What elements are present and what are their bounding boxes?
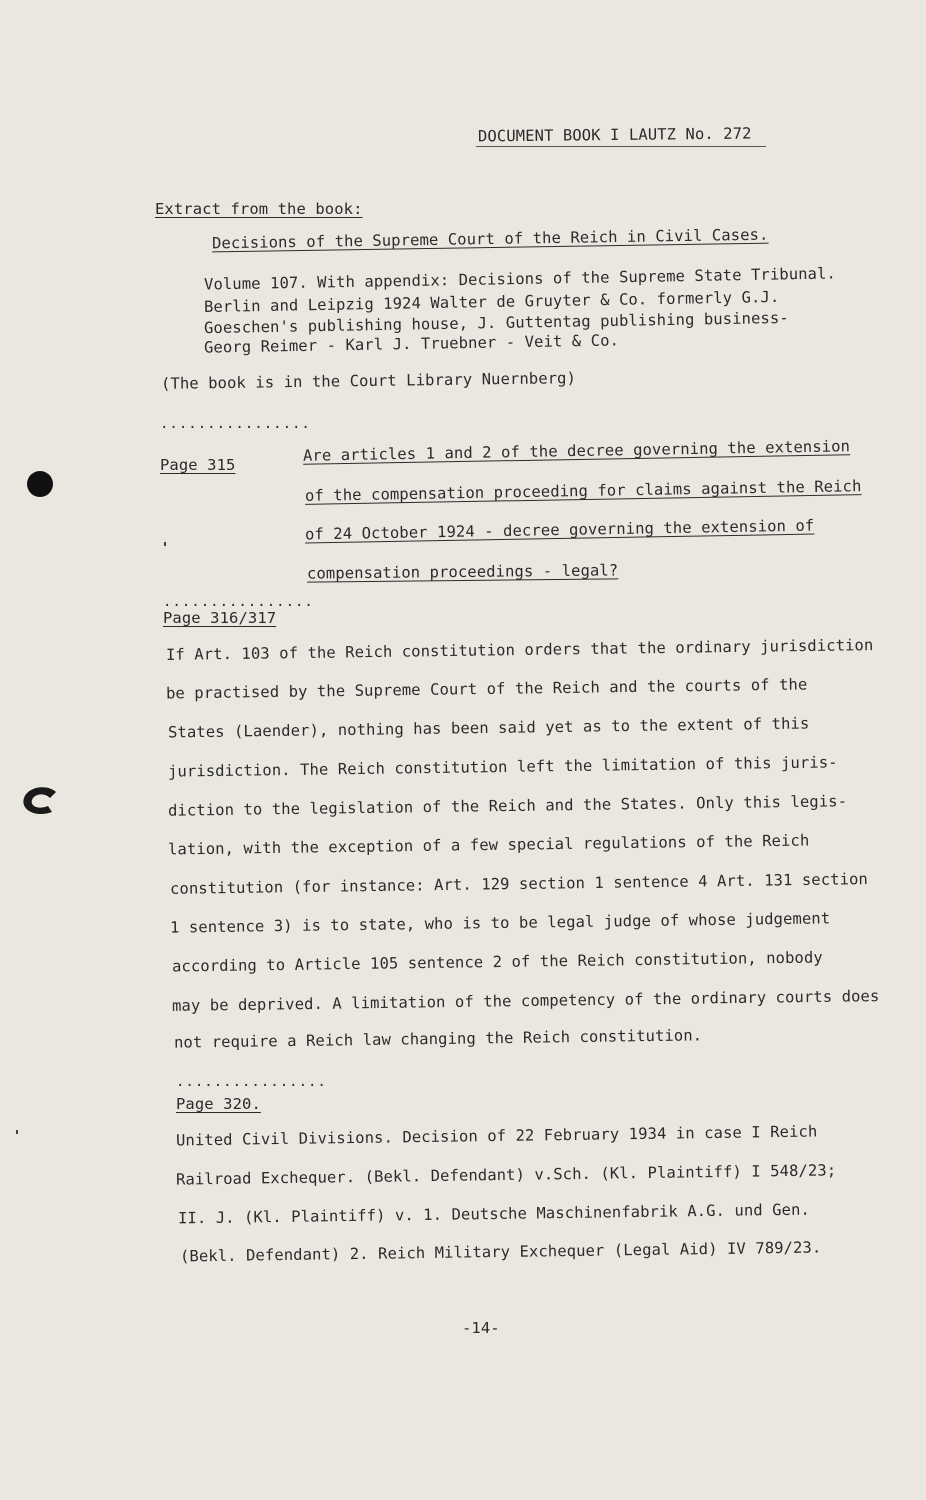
header-rule (476, 146, 766, 147)
page-320-ref: Page 320. (176, 1095, 261, 1113)
page-315-ref: Page 315 (160, 456, 236, 474)
body-line: diction to the legislation of the Reich and the States. Only this legis- (167, 792, 848, 820)
separator-dots: ................ (163, 594, 314, 610)
separator-dots: ................ (176, 1074, 327, 1090)
page-316-ref: Page 316/317 (163, 609, 277, 627)
extract-label: Extract from the book: (155, 200, 363, 218)
publication-line: Goeschen's publishing house, J. Guttentag publishing business- (203, 308, 789, 338)
document-reference: DOCUMENT BOOK I LAUTZ No. 272 (477, 124, 752, 146)
body-line: jurisdiction. The Reich constitution left the limitation of this juris- (167, 753, 838, 781)
question-line: of the compensation proceeding for claims against the Reich (304, 477, 862, 505)
book-title: Decisions of the Supreme Court of the Reich in Civil Cases. (211, 225, 769, 253)
margin-mark (164, 542, 166, 546)
publication-line: Georg Reimer - Karl J. Truebner - Veit & Co. (203, 331, 620, 357)
body-line: II. J. (Kl. Plaintiff) v. 1. Deutsche Maschinenfabrik A.G. und Gen. (177, 1200, 811, 1228)
body-line: constitution (for instance: Art. 129 section 1 sentence 4 Art. 131 section (169, 870, 869, 898)
page-number: -14- (462, 1319, 500, 1337)
location-note: (The book is in the Court Library Nuernberg) (160, 369, 577, 393)
body-line: according to Article 105 sentence 2 of the Reich constitution, nobody (171, 948, 823, 976)
body-line: If Art. 103 of the Reich constitution orders that the ordinary jurisdiction (165, 636, 874, 664)
publication-line: Berlin and Leipzig 1924 Walter de Gruyter & Co. formerly G.J. (203, 287, 780, 317)
body-line: (Bekl. Defendant) 2. Reich Military Exchequer (Legal Aid) IV 789/23. (179, 1238, 822, 1266)
separator-dots: ................ (160, 416, 311, 432)
body-line: Railroad Exchequer. (Bekl. Defendant) v.Sch. (Kl. Plaintiff) I 548/23; (175, 1161, 837, 1189)
body-line: not require a Reich law changing the Reich constitution. (173, 1026, 703, 1052)
question-line: of 24 October 1924 - decree governing the extension of (304, 516, 815, 544)
body-line: United Civil Divisions. Decision of 22 February 1934 in case I Reich (175, 1122, 818, 1150)
margin-mark (16, 1130, 18, 1134)
body-line: lation, with the exception of a few special regulations of the Reich (167, 831, 810, 859)
publication-line: Volume 107. With appendix: Decisions of the Supreme State Tribunal. (203, 264, 837, 294)
body-line: be practised by the Supreme Court of the Reich and the courts of the (165, 675, 808, 703)
body-line: 1 sentence 3) is to state, who is to be legal judge of whose judgement (169, 909, 831, 937)
question-line: compensation proceedings - legal? (306, 561, 619, 583)
body-line: States (Laender), nothing has been said yet as to the extent of this (167, 714, 810, 742)
paper-clip-mark (18, 784, 60, 818)
body-line: may be deprived. A limitation of the competency of the ordinary courts does (171, 987, 880, 1015)
punch-hole (27, 471, 53, 497)
question-line: Are articles 1 and 2 of the decree governing the extension (302, 437, 851, 465)
